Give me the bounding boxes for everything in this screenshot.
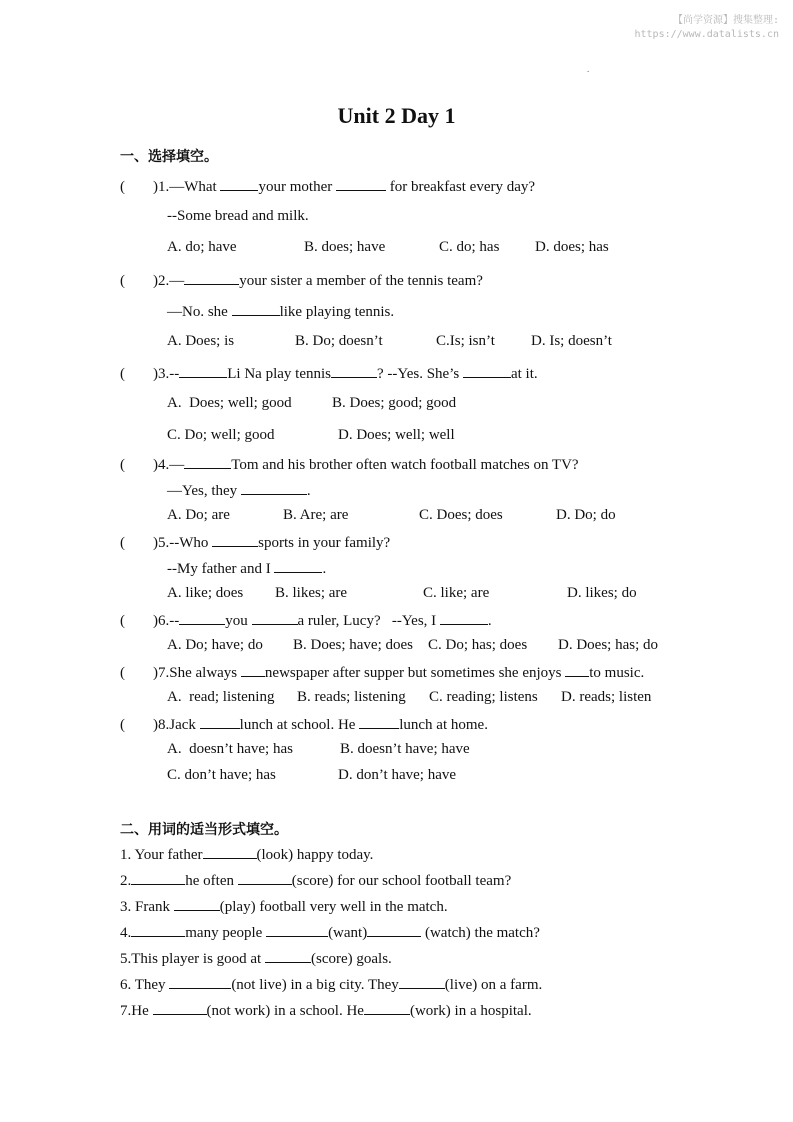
option-b: B. reads; listening: [297, 689, 406, 705]
answer-blank[interactable]: [241, 481, 307, 495]
option-a: A. Do; have; do: [167, 637, 263, 653]
option-c: C. don’t have; has: [167, 767, 276, 783]
fill-item-1: 1. Your father (look) happy today.: [120, 847, 374, 863]
question-7: ( )7.She always newspaper after supper but sometimes she enjoys to music.: [120, 665, 645, 681]
option-b: B. doesn’t have; have: [340, 741, 470, 757]
answer-blank[interactable]: [265, 949, 311, 963]
option-a: A. Does; well; good: [167, 395, 292, 411]
option-a: A. do; have: [167, 239, 237, 255]
question-6: ( )6.-- you a ruler, Lucy? --Yes, I .: [120, 613, 492, 629]
option-d: D. Do; do: [556, 507, 616, 523]
option-c: C.Is; isn’t: [436, 333, 495, 349]
section2-heading: 二、用词的适当形式填空。: [120, 822, 288, 838]
question-4: ( )4.— Tom and his brother often watch football matches on TV?: [120, 457, 579, 473]
answer-blank[interactable]: [274, 559, 322, 573]
option-b: B. does; have: [304, 239, 386, 255]
fill-item-7: 7.He (not work) in a school. He (work) in a hospital.: [120, 1003, 532, 1019]
question-8: ( )8.Jack lunch at school. He lunch at home.: [120, 717, 488, 733]
option-b: B. Are; are: [283, 507, 349, 523]
answer-blank[interactable]: [153, 1001, 207, 1015]
watermark-line1: 【尚学资源】搜集整理:: [672, 15, 779, 26]
option-a: A. Does; is: [167, 333, 235, 349]
answer-blank[interactable]: [364, 1001, 410, 1015]
option-d: D. Is; doesn’t: [531, 333, 612, 349]
answer-blank[interactable]: [463, 364, 511, 378]
option-b: B. likes; are: [275, 585, 348, 601]
question-1-reply: --Some bread and milk.: [167, 208, 309, 224]
answer-blank[interactable]: [266, 923, 328, 937]
answer-blank[interactable]: [220, 177, 258, 191]
fill-item-6: 6. They (not live) in a big city. They (live) on a farm.: [120, 977, 543, 993]
option-d: D. reads; listen: [561, 689, 652, 705]
fill-item-2: 2. he often (score) for our school football team?: [120, 873, 512, 889]
option-c: C. Does; does: [419, 507, 503, 523]
answer-blank[interactable]: [131, 871, 185, 885]
answer-blank[interactable]: [174, 897, 220, 911]
answer-blank[interactable]: [212, 533, 258, 547]
option-b: B. Does; good; good: [332, 395, 457, 411]
option-c: C. Do; has; does: [428, 637, 528, 653]
option-d: D. Does; has; do: [558, 637, 658, 653]
option-a: A. Do; are: [167, 507, 230, 523]
answer-blank[interactable]: [232, 302, 280, 316]
option-c: C. do; has: [439, 239, 500, 255]
answer-blank[interactable]: [184, 455, 231, 469]
answer-blank[interactable]: [440, 611, 488, 625]
question-1: ( )1.—What your mother for breakfast every day?: [120, 179, 536, 195]
answer-blank[interactable]: [131, 923, 185, 937]
question-4-reply: —Yes, they .: [167, 483, 311, 499]
option-c: C. reading; listens: [429, 689, 538, 705]
fill-item-4: 4. many people (want) (watch) the match?: [120, 925, 540, 941]
option-d: D. likes; do: [567, 585, 637, 601]
answer-blank[interactable]: [367, 923, 421, 937]
answer-blank[interactable]: [331, 364, 377, 378]
option-b: B. Do; doesn’t: [295, 333, 383, 349]
question-5: ( )5.--Who sports in your family?: [120, 535, 391, 551]
answer-blank[interactable]: [200, 715, 240, 729]
answer-blank[interactable]: [565, 663, 589, 677]
answer-blank[interactable]: [203, 845, 257, 859]
option-a: A. read; listening: [167, 689, 275, 705]
answer-blank[interactable]: [359, 715, 399, 729]
fill-item-5: 5.This player is good at (score) goals.: [120, 951, 392, 967]
question-3: ( )3.-- Li Na play tennis ? --Yes. She’s at it.: [120, 366, 538, 382]
answer-blank[interactable]: [399, 975, 445, 989]
option-c: C. Do; well; good: [167, 427, 275, 443]
question-2-reply: —No. she like playing tennis.: [167, 304, 395, 320]
section1-heading: 一、选择填空。: [120, 149, 218, 165]
watermark: [635, 14, 780, 42]
answer-blank[interactable]: [179, 364, 227, 378]
answer-blank[interactable]: [184, 271, 239, 285]
answer-blank[interactable]: [179, 611, 225, 625]
question-5-reply: --My father and I .: [167, 561, 327, 577]
option-b: B. Does; have; does: [293, 637, 413, 653]
option-a: A. like; does: [167, 585, 244, 601]
answer-blank[interactable]: [336, 177, 386, 191]
option-a: A. doesn’t have; has: [167, 741, 293, 757]
page-title: Unit 2 Day 1: [337, 103, 456, 128]
answer-blank[interactable]: [252, 611, 298, 625]
question-2: ( )2.— your sister a member of the tennis team?: [120, 273, 483, 289]
answer-blank[interactable]: [241, 663, 265, 677]
answer-blank[interactable]: [238, 871, 292, 885]
option-d: D. does; has: [535, 239, 609, 255]
page-marker: .: [587, 64, 590, 74]
watermark-url: https://www.datalists.cn: [634, 29, 779, 40]
fill-item-3: 3. Frank (play) football very well in the match.: [120, 899, 448, 915]
option-d: D. Does; well; well: [338, 427, 455, 443]
option-c: C. like; are: [423, 585, 490, 601]
option-d: D. don’t have; have: [338, 767, 457, 783]
answer-blank[interactable]: [169, 975, 231, 989]
